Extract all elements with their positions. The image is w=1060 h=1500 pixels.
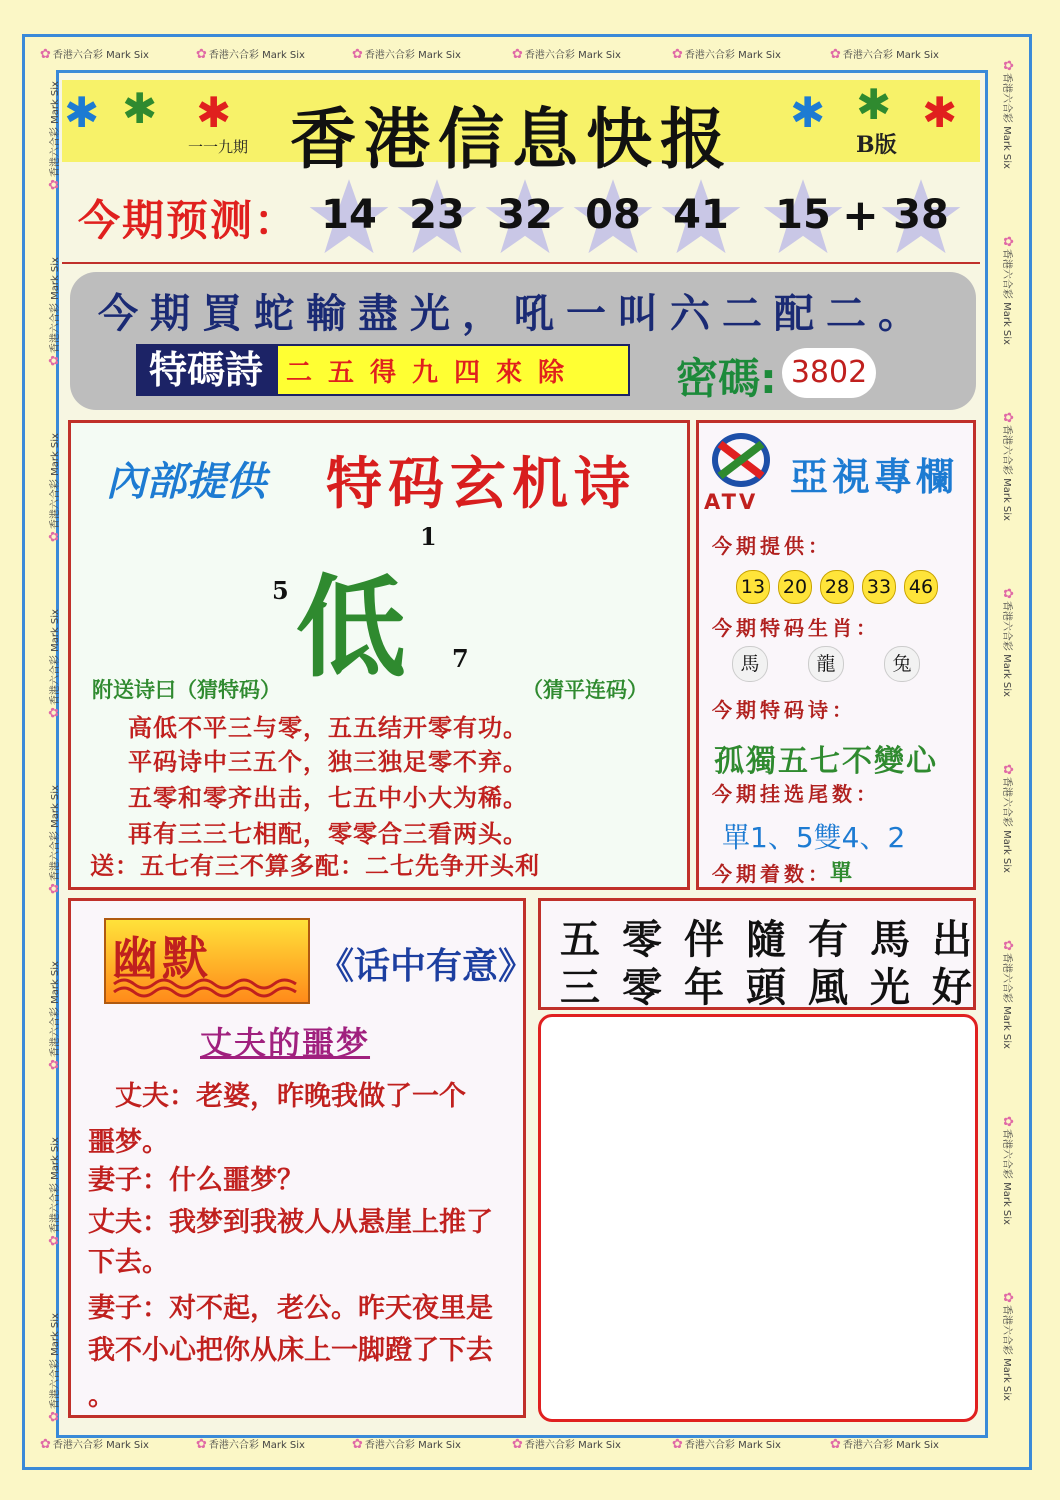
digit-bottom: 7 bbox=[452, 644, 469, 673]
watermark bbox=[46, 609, 62, 718]
poem-line: 五零和零齐出击，七五中小大为稀。 bbox=[128, 784, 528, 812]
asterisk-icon: ✱ bbox=[64, 88, 100, 137]
watermark bbox=[1000, 764, 1016, 873]
issue-number: 一一九期 bbox=[188, 138, 249, 156]
flower-icon: ✿ bbox=[352, 47, 363, 62]
watermark-text: 香港六合彩 Mark Six bbox=[52, 50, 149, 61]
flower-icon: ✿ bbox=[47, 531, 62, 542]
special-poem-text: 二五得九四來除 bbox=[286, 358, 581, 388]
watermark-text: 香港六合彩 Mark Six bbox=[208, 1440, 305, 1451]
flower-icon: ✿ bbox=[1000, 940, 1015, 951]
watermark bbox=[1000, 412, 1016, 521]
watermark bbox=[352, 46, 461, 62]
atv-call-label: 今期着数： bbox=[712, 862, 832, 886]
watermark-text: 香港六合彩 Mark Six bbox=[50, 1137, 61, 1234]
watermark-text: 香港六合彩 Mark Six bbox=[1001, 1128, 1012, 1225]
predict-number: 32 bbox=[497, 192, 553, 238]
guess-flat-label: （猜平连码） bbox=[522, 678, 648, 702]
number-ball: 28 bbox=[820, 570, 854, 604]
watermark-text: 香港六合彩 Mark Six bbox=[364, 50, 461, 61]
special-number: 38 bbox=[893, 192, 949, 238]
flower-icon: ✿ bbox=[352, 1437, 363, 1452]
flower-icon: ✿ bbox=[196, 1437, 207, 1452]
watermark-text: 香港六合彩 Mark Six bbox=[50, 1313, 61, 1410]
story-line: 。 bbox=[88, 1381, 115, 1412]
watermark bbox=[1000, 60, 1016, 169]
humor-badge-text: 幽默 bbox=[112, 931, 212, 985]
asterisk-icon: ✱ bbox=[856, 80, 892, 129]
atv-logo-icon bbox=[706, 430, 776, 494]
watermark-text: 香港六合彩 Mark Six bbox=[52, 1440, 149, 1451]
watermark-text: 香港六合彩 Mark Six bbox=[50, 433, 61, 530]
poem-line: 送：五七有三不算多配：二七先争开头利 bbox=[90, 852, 540, 880]
flower-icon: ✿ bbox=[830, 1437, 841, 1452]
poem-panel-title: 特码玄机诗 bbox=[326, 452, 636, 517]
watermark bbox=[1000, 940, 1016, 1049]
flower-icon: ✿ bbox=[1000, 1292, 1015, 1303]
zodiac-badge: 馬 bbox=[732, 646, 768, 682]
flower-icon: ✿ bbox=[830, 47, 841, 62]
watermark-text: 香港六合彩 Mark Six bbox=[524, 50, 621, 61]
flower-icon: ✿ bbox=[672, 1437, 683, 1452]
watermark-text: 香港六合彩 Mark Six bbox=[50, 609, 61, 706]
flower-icon: ✿ bbox=[1000, 236, 1015, 247]
watermark bbox=[46, 257, 62, 366]
atv-provide-label: 今期提供： bbox=[712, 534, 832, 558]
number-ball: 13 bbox=[736, 570, 770, 604]
watermark-text: 香港六合彩 Mark Six bbox=[1001, 424, 1012, 521]
watermark bbox=[46, 1313, 62, 1422]
flower-icon: ✿ bbox=[47, 355, 62, 366]
atv-logo-text: ATV bbox=[704, 490, 759, 514]
watermark bbox=[1000, 1292, 1016, 1401]
flower-icon: ✿ bbox=[512, 47, 523, 62]
number-ball: 20 bbox=[778, 570, 812, 604]
poem-line: 再有三三七相配，零零合三看两头。 bbox=[128, 820, 528, 848]
atv-tail-label: 今期挂选尾数： bbox=[712, 782, 880, 806]
number-ball: 46 bbox=[904, 570, 938, 604]
flower-icon: ✿ bbox=[47, 883, 62, 894]
flower-icon: ✿ bbox=[512, 1437, 523, 1452]
watermark bbox=[40, 1436, 149, 1452]
page-title: 香港信息快报 bbox=[290, 100, 734, 178]
story-line: 妻子：对不起，老公。昨天夜里是 bbox=[88, 1293, 493, 1324]
watermark bbox=[672, 1436, 781, 1452]
watermark-text: 香港六合彩 Mark Six bbox=[524, 1440, 621, 1451]
asterisk-icon: ✱ bbox=[122, 84, 158, 133]
big-character: 低 bbox=[296, 564, 406, 692]
poem-line: 高低不平三与零，五五结开零有功。 bbox=[128, 714, 528, 742]
flower-icon: ✿ bbox=[672, 47, 683, 62]
flower-icon: ✿ bbox=[40, 1437, 51, 1452]
flower-icon: ✿ bbox=[47, 1059, 62, 1070]
poem-line: 平码诗中三五个，独三独足零不弃。 bbox=[128, 748, 528, 776]
watermark bbox=[512, 46, 621, 62]
plus-sign: + bbox=[842, 190, 879, 241]
watermark-text: 香港六合彩 Mark Six bbox=[208, 50, 305, 61]
predict-number: 14 bbox=[321, 192, 377, 238]
story-line: 我不小心把你从床上一脚蹬了下去 bbox=[88, 1335, 493, 1366]
provider-label: 內部提供 bbox=[106, 459, 266, 505]
flower-icon: ✿ bbox=[1000, 588, 1015, 599]
story-line: 丈夫：我梦到我被人从悬崖上推了 bbox=[88, 1207, 493, 1238]
atv-title: 亞視專欄 bbox=[790, 455, 959, 499]
watermark bbox=[46, 785, 62, 894]
edition-label: B版 bbox=[856, 132, 897, 158]
flower-icon: ✿ bbox=[1000, 60, 1015, 71]
watermark-text: 香港六合彩 Mark Six bbox=[684, 1440, 781, 1451]
atv-poem: 孤獨五七不變心 bbox=[714, 744, 938, 779]
watermark-text: 香港六合彩 Mark Six bbox=[50, 785, 61, 882]
watermark-text: 香港六合彩 Mark Six bbox=[50, 257, 61, 354]
watermark-text: 香港六合彩 Mark Six bbox=[1001, 248, 1012, 345]
flower-icon: ✿ bbox=[1000, 412, 1015, 423]
watermark-text: 香港六合彩 Mark Six bbox=[684, 50, 781, 61]
predict-number: 08 bbox=[585, 192, 641, 238]
watermark-text: 香港六合彩 Mark Six bbox=[50, 81, 61, 178]
watermark bbox=[1000, 588, 1016, 697]
watermark bbox=[352, 1436, 461, 1452]
blank-panel bbox=[538, 1014, 978, 1422]
digit-top: 1 bbox=[420, 522, 437, 551]
watermark-text: 香港六合彩 Mark Six bbox=[842, 50, 939, 61]
watermark-text: 香港六合彩 Mark Six bbox=[364, 1440, 461, 1451]
flower-icon: ✿ bbox=[47, 707, 62, 718]
asterisk-icon: ✱ bbox=[196, 88, 232, 137]
story-line: 妻子：什么噩梦？ bbox=[88, 1165, 304, 1196]
guess-special-label: 附送诗曰（猜特码） bbox=[92, 678, 281, 702]
watermark-text: 香港六合彩 Mark Six bbox=[1001, 776, 1012, 873]
watermark bbox=[46, 1137, 62, 1246]
flower-icon: ✿ bbox=[1000, 764, 1015, 775]
watermark-text: 香港六合彩 Mark Six bbox=[1001, 600, 1012, 697]
watermark bbox=[830, 46, 939, 62]
number-ball: 33 bbox=[862, 570, 896, 604]
divider-line bbox=[62, 262, 980, 264]
watermark-text: 香港六合彩 Mark Six bbox=[1001, 1304, 1012, 1401]
story-line: 下去。 bbox=[88, 1247, 169, 1278]
atv-tail-value: 單1、5雙4、2 bbox=[722, 821, 906, 854]
atv-zodiac-label: 今期特码生肖： bbox=[712, 616, 880, 640]
predict-number: 23 bbox=[409, 192, 465, 238]
flower-icon: ✿ bbox=[47, 179, 62, 190]
watermark bbox=[1000, 1116, 1016, 1225]
predict-number: 15 bbox=[775, 192, 831, 238]
predict-number: 41 bbox=[673, 192, 729, 238]
atv-poem-label: 今期特码诗： bbox=[712, 698, 856, 722]
watermark bbox=[512, 1436, 621, 1452]
flower-icon: ✿ bbox=[1000, 1116, 1015, 1127]
watermark bbox=[46, 961, 62, 1070]
special-poem-label: 特碼詩 bbox=[136, 344, 276, 396]
watermark-text: 香港六合彩 Mark Six bbox=[50, 961, 61, 1058]
watermark bbox=[46, 433, 62, 542]
predict-label: 今期预测： bbox=[78, 196, 299, 245]
flower-icon: ✿ bbox=[47, 1411, 62, 1422]
watermark bbox=[46, 81, 62, 190]
zodiac-badge: 兔 bbox=[884, 646, 920, 682]
watermark bbox=[196, 1436, 305, 1452]
digit-left: 5 bbox=[272, 576, 289, 605]
watermark bbox=[1000, 236, 1016, 345]
couplet-line-2: 三零年頭風光好 bbox=[560, 964, 994, 1011]
banner-text: 今期買蛇輸盡光，吼一叫六二配二。 bbox=[98, 291, 930, 337]
watermark bbox=[196, 46, 305, 62]
watermark bbox=[830, 1436, 939, 1452]
password-label: 密碼: bbox=[676, 354, 777, 403]
atv-call-value: 單 bbox=[830, 861, 853, 886]
flower-icon: ✿ bbox=[40, 47, 51, 62]
flower-icon: ✿ bbox=[47, 1235, 62, 1246]
couplet-line-1: 五零伴隨有馬出 bbox=[560, 916, 994, 963]
watermark-text: 香港六合彩 Mark Six bbox=[1001, 952, 1012, 1049]
story-line: 丈夫：老婆，昨晚我做了一个 bbox=[88, 1081, 466, 1112]
flower-icon: ✿ bbox=[196, 47, 207, 62]
story-title: 丈夫的噩梦 bbox=[200, 1024, 371, 1062]
humor-subtitle: 《话中有意》 bbox=[318, 946, 535, 987]
asterisk-icon: ✱ bbox=[790, 88, 826, 137]
watermark bbox=[672, 46, 781, 62]
password-value: 3802 bbox=[782, 348, 876, 398]
watermark bbox=[40, 46, 149, 62]
asterisk-icon: ✱ bbox=[922, 88, 958, 137]
story-line: 噩梦。 bbox=[88, 1127, 169, 1158]
zodiac-badge: 龍 bbox=[808, 646, 844, 682]
watermark-text: 香港六合彩 Mark Six bbox=[842, 1440, 939, 1451]
watermark-text: 香港六合彩 Mark Six bbox=[1001, 72, 1012, 169]
